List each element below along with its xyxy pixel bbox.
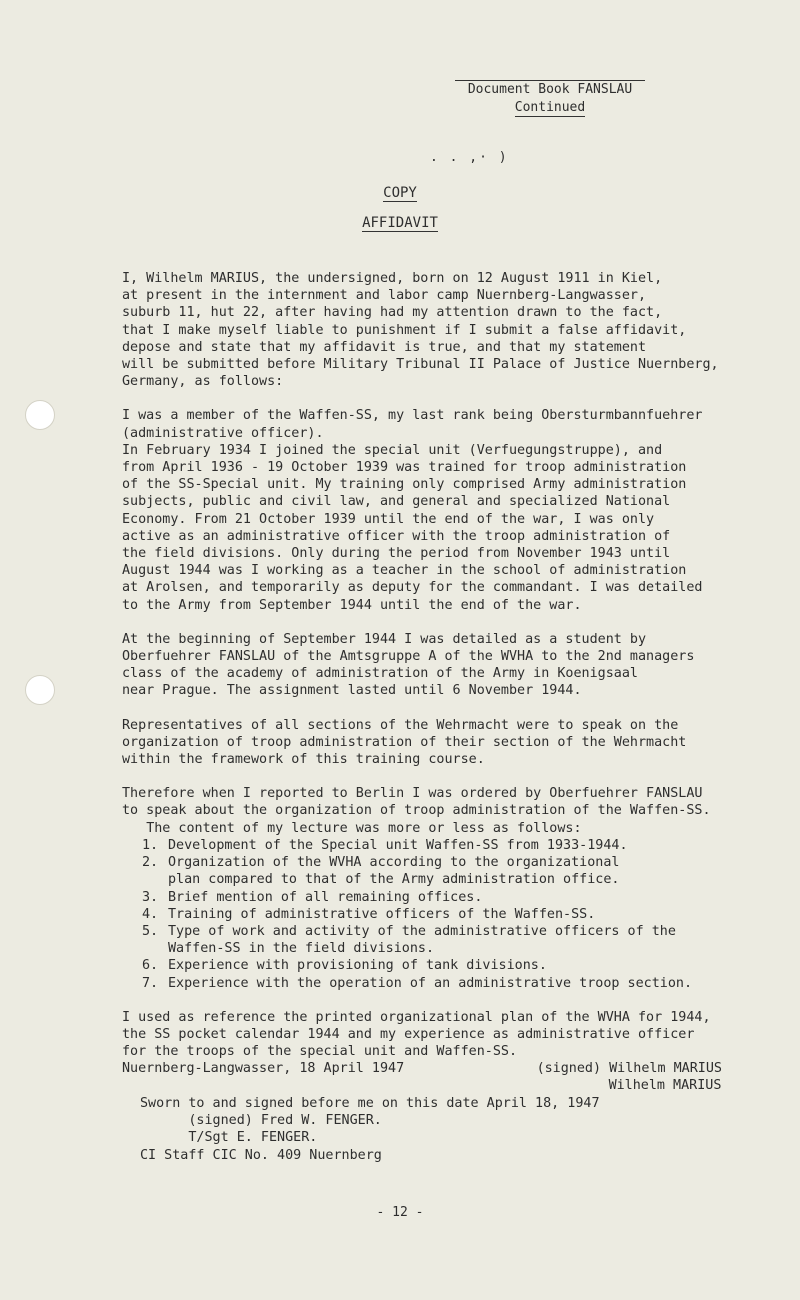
punch-hole-bottom xyxy=(25,675,55,705)
signature-block xyxy=(122,1060,722,1094)
paragraph-detail: At the beginning of September 1944 I was detailed as a student by Oberfuehrer FANSLAU of the Amtsgruppe A of the WVHA to the 2nd managers class of the academy of administration of the Army in Koenigsaal near Prague. The assignment lasted until 6 November 1944. xyxy=(122,631,695,699)
header-line-2: Continued xyxy=(514,100,586,115)
signature: (signed) Wilhelm MARIUS Wilhelm MARIUS xyxy=(536,1061,722,1094)
list-item: 4. Training of administrative officers of the Waffen-SS. xyxy=(142,906,596,922)
list-item: 5. Type of work and activity of the administrative officers of the Waffen-SS in the field divisions. xyxy=(142,923,676,957)
list-item: 3. Brief mention of all remaining offices. xyxy=(142,889,483,905)
witness-unit: CI Staff CIC No. 409 Nuernberg xyxy=(140,1147,382,1163)
sworn-statement xyxy=(140,1095,740,1164)
list-item: 6. Experience with provisioning of tank divisions. xyxy=(142,958,547,974)
paragraph-representatives: Representatives of all sections of the Wehrmacht were to speak on the organization of troop administration of their section of the Wehrmacht within the framework of this training course. xyxy=(122,717,687,768)
sworn-line: Sworn to and signed before me on this date April 18, 1947 xyxy=(140,1096,600,1111)
handwritten-mark: . . ,· ) xyxy=(430,150,509,165)
witness-signature: (signed) Fred W. FENGER. xyxy=(140,1113,382,1129)
paragraph-closing: I used as reference the printed organizational plan of the WVHA for 1944, the SS pocket calendar 1944 and my experience as administrative officer for the troops of the special unit and Waffen-SS. xyxy=(122,1009,711,1060)
list-item: 2. Organization of the WVHA according to the organizational plan compared to that of the Army administration office. xyxy=(142,855,620,888)
place-date: Nuernberg-Langwasser, 18 April 1947 xyxy=(122,1061,405,1076)
affidavit-body xyxy=(122,270,722,1060)
document-title: AFFIDAVIT xyxy=(362,215,438,231)
list-item: 1. Development of the Special unit Waffen-SS from 1933-1944. xyxy=(142,837,628,853)
document-book-header xyxy=(455,80,645,117)
lecture-content-list xyxy=(122,837,722,992)
copy-label: COPY xyxy=(383,185,417,201)
list-item: 7. Experience with the operation of an administrative troop section. xyxy=(142,975,693,991)
header-line-1: Document Book FANSLAU xyxy=(467,82,633,97)
paragraph-career: I was a member of the Waffen-SS, my last rank being Obersturmbannfuehrer (administrative officer). In February 1934 I joined the special unit (Verfuegungstruppe), and from April 1936 - 19 October 1939 was trained for troop administration of the SS-Special unit. My training only comprised Army administration subjects, public and civil law, and general and specialized National Economy. From 21 October 1939 until the end of the war, I was only active as an administrative officer with the troop administration of the field divisions. Only during the period from November 1943 until August 1944 was I working as a teacher in the school of administration at Arolsen, and temporarily as deputy for the commandant. I was detailed to the Army from September 1944 until the end of the war. xyxy=(122,408,703,613)
witness-rank: T/Sgt E. FENGER. xyxy=(140,1130,318,1146)
punch-hole-top xyxy=(25,400,55,430)
page-number: - 12 - xyxy=(376,1205,424,1220)
paragraph-lecture: Therefore when I reported to Berlin I was ordered by Oberfuehrer FANSLAU to speak about the organization of troop administration of the Waffen-SS. The content of my lecture was more or less as follows: xyxy=(122,786,711,836)
paragraph-intro: I, Wilhelm MARIUS, the undersigned, born on 12 August 1911 in Kiel, at present in the internment and labor camp Nuernberg-Langwasser, suburb 11, hut 22, after having had my attention drawn to the fact, that I make myself liable to punishment if I submit a false affidavit, depose and state that my affidavit is true, and that my statement will be submitted before Military Tribunal II Palace of Justice Nuernberg, Germany, as follows: xyxy=(122,271,719,390)
